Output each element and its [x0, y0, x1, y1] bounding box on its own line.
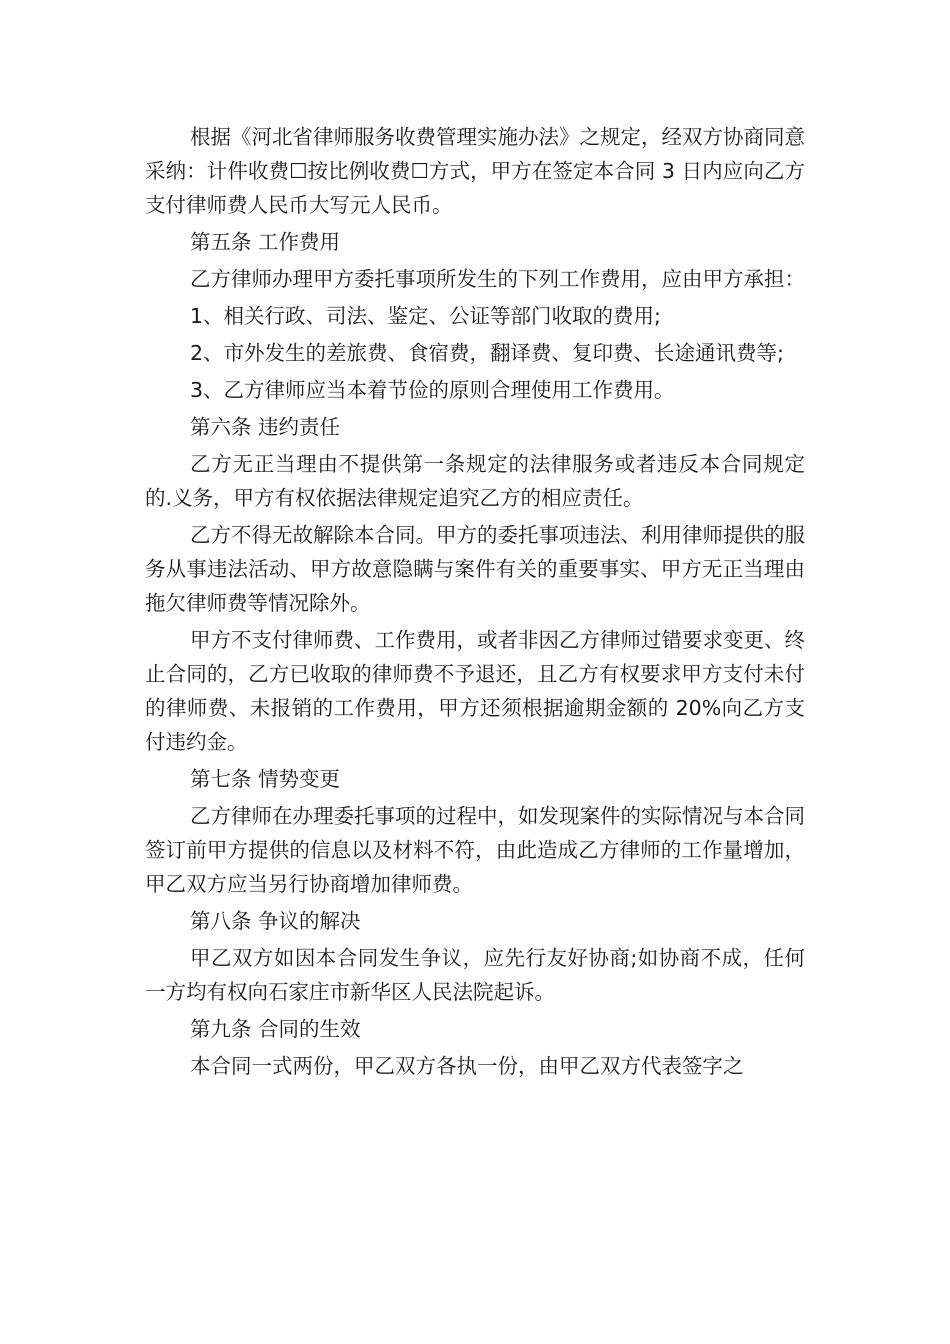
paragraph-breach-3: 甲方不支付律师费、工作费用，或者非因乙方律师过错要求变更、终止合同的，乙方已收取的律师费不予退还，且乙方有权要求甲方支付未付的律师费、未报销的工作费用，甲方还须根据逾期金额的 20%向乙方支付违约金。	[145, 628, 805, 754]
paragraph-breach-2: 乙方不得无故解除本合同。甲方的委托事项违法、利用律师提供的服务从事违法活动、甲方故意隐瞒与案件有关的重要事实、甲方无正当理由拖欠律师费等情况除外。	[145, 523, 805, 615]
paragraph-fee-method: 根据《河北省律师服务收费管理实施办法》之规定，经双方协商同意采纳：计件收费☐按比例收费☐方式，甲方在签定本合同 3 日内应向乙方支付律师费人民币大写元人民币。	[145, 125, 805, 217]
list-item-expense-1: 1、相关行政、司法、鉴定、公证等部门收取的费用;	[190, 304, 661, 328]
heading-article-9: 第九条 合同的生效	[190, 1017, 361, 1041]
paragraph-change-of-circumstances: 乙方律师在办理委托事项的过程中，如发现案件的实际情况与本合同签订前甲方提供的信息以及材料不符，由此造成乙方律师的工作量增加，甲乙双方应当另行协商增加律师费。	[145, 804, 805, 896]
paragraph-breach-1: 乙方无正当理由不提供第一条规定的法律服务或者违反本合同规定的.义务，甲方有权依据法律规定追究乙方的相应责任。	[145, 452, 805, 510]
heading-article-7: 第七条 情势变更	[190, 767, 341, 791]
paragraph-effectiveness: 本合同一式两份，甲乙双方各执一份，由甲乙双方代表签字之	[190, 1054, 744, 1078]
list-item-expense-3: 3、乙方律师应当本着节俭的原则合理使用工作费用。	[190, 378, 675, 402]
heading-article-5: 第五条 工作费用	[190, 230, 341, 254]
heading-article-6: 第六条 违约责任	[190, 415, 341, 439]
paragraph-work-expenses: 乙方律师办理甲方委托事项所发生的下列工作费用，应由甲方承担：	[190, 267, 805, 291]
document-body	[145, 120, 805, 1086]
paragraph-dispute-resolution: 甲乙双方如因本合同发生争议，应先行友好协商;如协商不成，任何一方均有权向石家庄市新华区人民法院起诉。	[145, 946, 805, 1004]
heading-article-8: 第八条 争议的解决	[190, 909, 361, 933]
list-item-expense-2: 2、市外发生的差旅费、食宿费，翻译费、复印费、长途通讯费等;	[190, 341, 784, 365]
